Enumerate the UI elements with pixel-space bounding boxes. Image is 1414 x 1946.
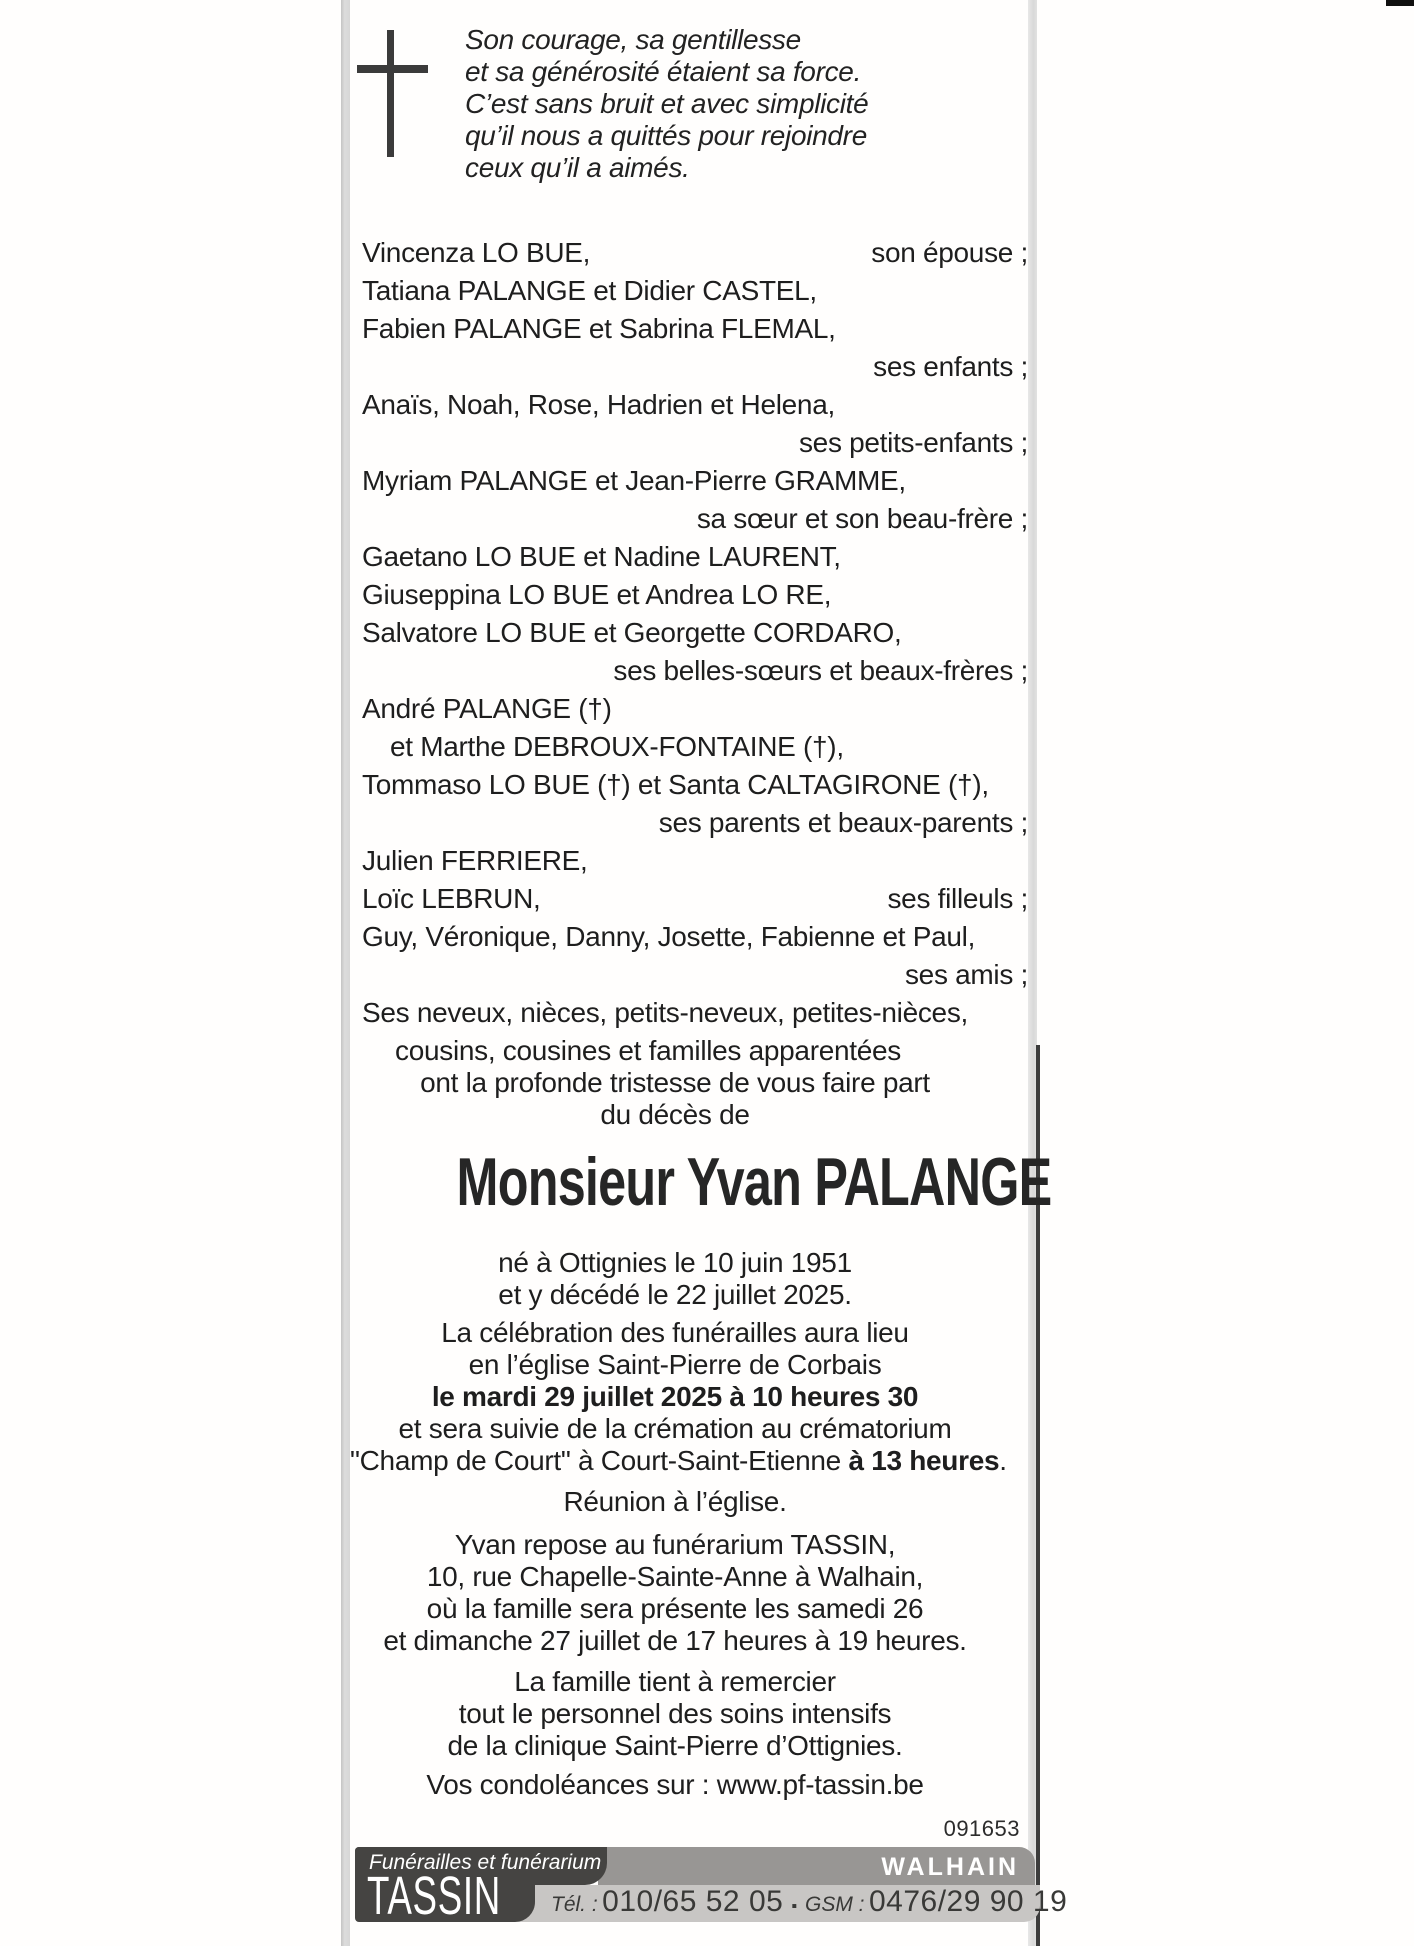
funeral-home-location: WALHAIN	[881, 1853, 1019, 1881]
relation-label: ses amis ;	[904, 959, 1028, 990]
quote-line: ceux qu’il a aimés.	[465, 152, 690, 183]
relative-line	[362, 500, 1028, 538]
relation-label: son épouse ;	[871, 237, 1028, 268]
ceremony-line: La célébration des funérailles aura lieu	[441, 1317, 909, 1348]
relation-label: ses parents et beaux-parents ;	[658, 807, 1028, 838]
notice-left-border	[341, 0, 350, 1946]
relative-line	[362, 956, 1028, 994]
tel-number: 010/65 52 05	[602, 1885, 784, 1918]
ceremony-line: et sera suivie de la crémation au crématorium	[398, 1413, 952, 1444]
phone-line	[551, 1885, 1068, 1922]
relative-line	[362, 614, 1028, 652]
quote-line: qu’il nous a quittés pour rejoindre	[465, 120, 867, 151]
funerarium-line: où la famille sera présente les samedi 26	[426, 1593, 924, 1624]
relative-line	[362, 728, 1028, 766]
funerarium-line: Yvan repose au funérarium TASSIN,	[454, 1529, 896, 1560]
relative-names: Tommaso LO BUE (†) et Santa CALTAGIRONE (†),	[362, 769, 989, 800]
relative-line	[362, 1032, 1028, 1070]
relative-line	[362, 538, 1028, 576]
relation-label: sa sœur et son beau-frère ;	[696, 503, 1028, 534]
intro-line: ont la profonde tristesse de vous faire part	[420, 1067, 930, 1098]
latin-cross-icon	[387, 30, 394, 157]
birth-line: né à Ottignies le 10 juin 1951	[498, 1247, 852, 1278]
ceremony-date-line: le mardi 29 juillet 2025 à 10 heures 30	[431, 1381, 919, 1412]
relative-line	[362, 272, 1028, 310]
announcement-intro	[350, 1067, 1000, 1131]
relation-label: ses belles-sœurs et beaux-frères ;	[613, 655, 1028, 686]
gsm-label: GSM :	[804, 1893, 865, 1916]
relation-label: ses enfants ;	[873, 351, 1028, 382]
relative-names: Vincenza LO BUE,	[362, 237, 591, 268]
ceremony-line: en l’église Saint-Pierre de Corbais	[468, 1349, 882, 1380]
latin-cross-icon	[357, 65, 428, 73]
deceased-name: Monsieur Yvan PALANGE	[456, 1144, 1052, 1220]
relative-line	[362, 386, 1028, 424]
relative-names: Gaetano LO BUE et Nadine LAURENT,	[362, 541, 841, 572]
relative-line	[362, 234, 1028, 272]
memorial-quote	[465, 24, 868, 184]
tel-label: Tél. :	[551, 1893, 598, 1916]
funeral-home-name: TASSIN	[367, 1866, 501, 1926]
deceased-name-block	[352, 1143, 1052, 1221]
thanks-message	[350, 1666, 1000, 1762]
relative-line	[362, 804, 1028, 842]
intro-line: du décès de	[600, 1099, 750, 1130]
relative-line	[362, 424, 1028, 462]
relative-names: Julien FERRIERE,	[362, 845, 588, 876]
relative-line	[362, 842, 1028, 880]
bullet-separator-icon: ▪	[791, 1898, 797, 1915]
relative-line	[362, 462, 1028, 500]
relative-names: André PALANGE (†)	[362, 693, 612, 724]
relative-names: Fabien PALANGE et Sabrina FLEMAL,	[362, 313, 836, 344]
relative-line	[362, 880, 1028, 918]
relative-names: et Marthe DEBROUX-FONTAINE (†),	[390, 731, 844, 762]
cremation-time: à 13 heures	[848, 1445, 1000, 1476]
reference-number: 091653	[943, 1816, 1020, 1841]
quote-line: et sa générosité étaient sa force.	[465, 56, 862, 87]
relative-names: cousins, cousines et familles apparentées	[395, 1035, 901, 1066]
relation-label: ses filleuls ;	[887, 883, 1028, 914]
relative-line	[362, 766, 1028, 804]
relative-line	[362, 994, 1028, 1032]
ceremony-line: "Champ de Court" à Court-Saint-Etienne à 13 heures.	[350, 1445, 1007, 1476]
relative-line	[362, 652, 1028, 690]
relation-label: ses petits-enfants ;	[798, 427, 1028, 458]
relatives-list	[362, 234, 1028, 1070]
gsm-number: 0476/29 90 19	[868, 1885, 1068, 1918]
relative-line	[362, 348, 1028, 386]
relative-names: Myriam PALANGE et Jean-Pierre GRAMME,	[362, 465, 906, 496]
relative-names: Tatiana PALANGE et Didier CASTEL,	[362, 275, 817, 306]
scan-artifact-corner	[1386, 0, 1414, 6]
relative-line	[362, 576, 1028, 614]
birth-death-dates	[350, 1247, 1000, 1311]
ceremony-details	[350, 1317, 1007, 1477]
thanks-line: La famille tient à remercier	[514, 1666, 836, 1697]
funerarium-line: et dimanche 27 juillet de 17 heures à 19 heures.	[383, 1625, 967, 1656]
condolences-line: Vos condoléances sur : www.pf-tassin.be	[426, 1769, 924, 1800]
reunion-line: Réunion à l’église.	[563, 1486, 787, 1517]
relative-line	[362, 690, 1028, 728]
relative-names: Ses neveux, nièces, petits-neveux, petites-nièces,	[362, 997, 969, 1028]
relative-names: Anaïs, Noah, Rose, Hadrien et Helena,	[362, 389, 835, 420]
funeral-home-tagline: Funérailles et funérarium	[369, 1851, 602, 1874]
death-line: et y décédé le 22 juillet 2025.	[498, 1279, 852, 1310]
thanks-line: de la clinique Saint-Pierre d’Ottignies.	[447, 1730, 903, 1761]
relative-line	[362, 918, 1028, 956]
quote-line: Son courage, sa gentillesse	[465, 24, 801, 55]
funeral-home-bar	[355, 1847, 1068, 1926]
relative-line	[362, 310, 1028, 348]
funerarium-details	[350, 1529, 1000, 1657]
relative-names: Loïc LEBRUN,	[362, 883, 541, 914]
relative-names: Salvatore LO BUE et Georgette CORDARO,	[362, 617, 902, 648]
quote-line: C’est sans bruit et avec simplicité	[465, 88, 869, 119]
thanks-line: tout le personnel des soins intensifs	[458, 1698, 892, 1729]
relative-names: Guy, Véronique, Danny, Josette, Fabienne et Paul,	[362, 921, 976, 952]
relative-names: Giuseppina LO BUE et Andrea LO RE,	[362, 579, 832, 610]
funerarium-line: 10, rue Chapelle-Sainte-Anne à Walhain,	[426, 1561, 924, 1592]
